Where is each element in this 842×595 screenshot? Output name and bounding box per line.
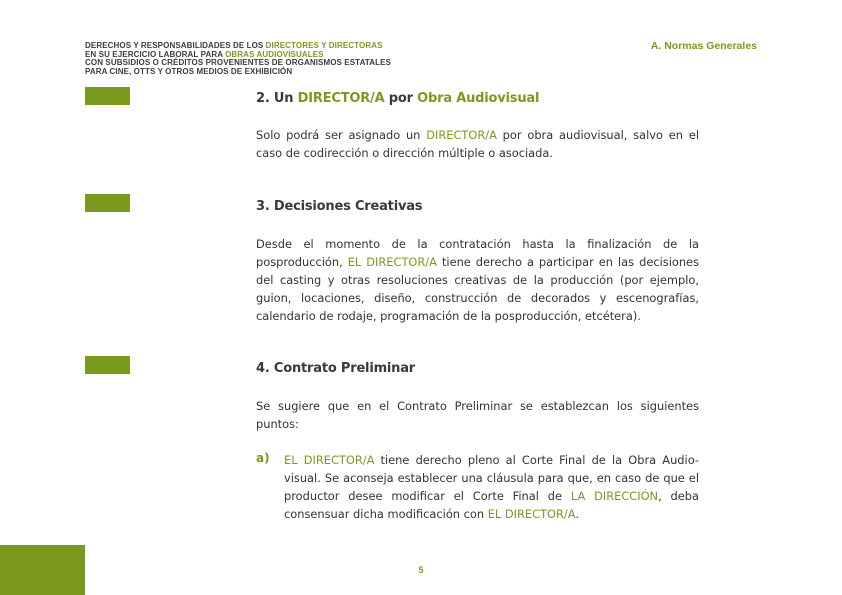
header-line-3: CON SUBSIDIOS O CRÉDITOS PROVENIENTES DE ORGANISMOS ESTATALES — [85, 58, 391, 67]
heading-3: 3. Decisiones Creativas — [256, 199, 423, 214]
section-marker-bar — [85, 87, 130, 105]
heading-4: 4. Contrato Preliminar — [256, 361, 416, 376]
header-line-4: PARA CINE, OTTS Y OTROS MEDIOS DE EXHIBICIÓN — [85, 66, 293, 76]
paragraph-3: Desde el momento de la contratación hasta la finalización de la posproducción, EL DIRECTOR/A tiene derecho a participar en las decisiones del casting y otras resoluciones creativas de la producción (por ejemplo, guion, locaciones, diseño, construcción de decorados y escenografías, calendario de rodaje, programación de la posproducción, etcétera). — [256, 237, 699, 323]
page-number: 5 — [418, 565, 424, 575]
header-line-2: EN SU EJERCICIO LABORAL PARA OBRAS AUDIOVISUALES — [85, 49, 324, 59]
paragraph-2: Solo podrá ser asignado un DIRECTOR/A por obra audiovisual, salvo en el caso de codirección o dirección múltiple o asociada. — [256, 128, 699, 160]
document-header — [85, 42, 391, 76]
section-label: A. Normas Generales — [650, 40, 757, 52]
paragraph-4-intro: Se sugiere que en el Contrato Preliminar se establezcan los siguientes puntos: — [256, 399, 699, 431]
list-marker: a) — [256, 451, 270, 465]
heading-2: 2. Un DIRECTOR/A por Obra Audiovisual — [256, 91, 540, 106]
list-item: EL DIRECTOR/A tiene derecho pleno al Corte Final de la Obra Audio-visual. Se aconseja establecer una cláusula para que, en caso de que el productor desee modificar el Corte Final de LA DIRECCIÓN, deba consensuar dicha modificación con EL DIRECTOR/A. — [284, 453, 699, 521]
section-marker-bar — [85, 194, 130, 212]
section-marker-bar — [85, 356, 130, 374]
header-line-1: DERECHOS Y RESPONSABILIDADES DE LOS DIRECTORES Y DIRECTORAS — [85, 41, 383, 50]
